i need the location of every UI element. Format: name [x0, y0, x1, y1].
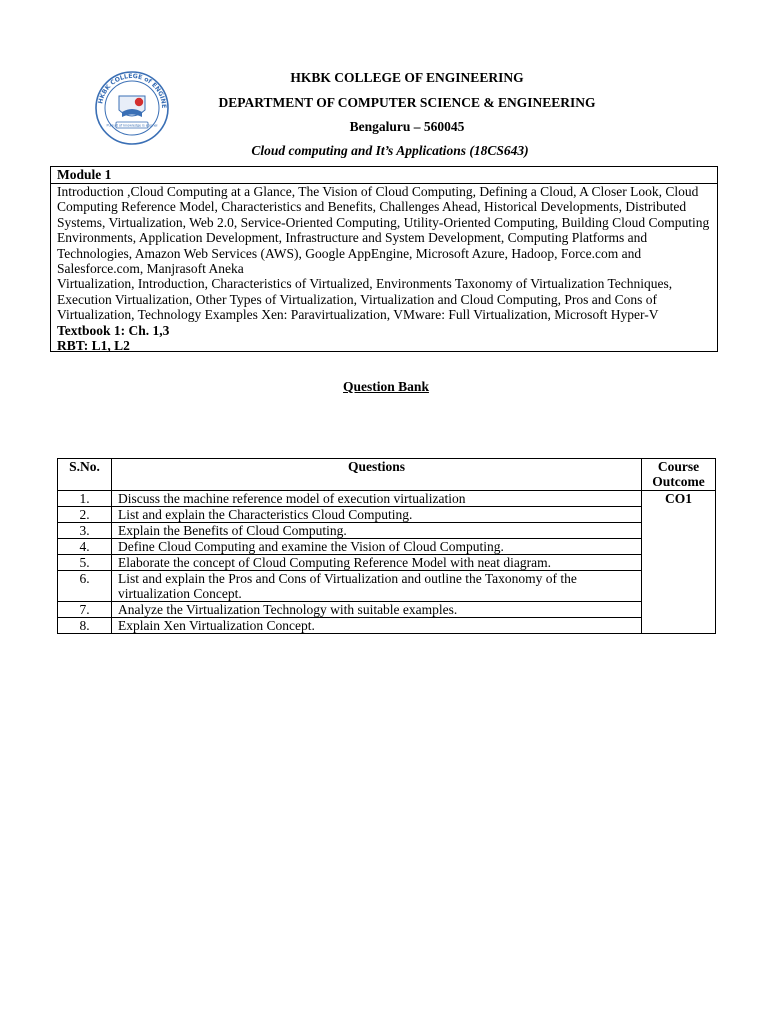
rbt-level: RBT: L1, L2	[57, 338, 130, 354]
textbook-reference: Textbook 1: Ch. 1,3	[57, 322, 170, 338]
location: Bengaluru – 560045	[349, 119, 465, 134]
row-question: List and explain the Pros and Cons of Virtualization and outline the Taxonomy of the virtualization Concept.	[112, 571, 642, 602]
svg-text:Pursuit of knowledge is eterna: Pursuit of knowledge is eternal	[106, 123, 158, 128]
course-outcome-cell: CO1	[642, 491, 716, 634]
row-sno: 5.	[58, 555, 112, 571]
table-row	[58, 555, 716, 571]
table-row	[58, 491, 716, 507]
header-course-outcome: Course Outcome	[642, 459, 716, 491]
row-sno: 8.	[58, 618, 112, 634]
row-question: Explain Xen Virtualization Concept.	[112, 618, 642, 634]
table-row	[58, 507, 716, 523]
row-sno: 7.	[58, 602, 112, 618]
row-question: Discuss the machine reference model of execution virtualization	[112, 491, 642, 507]
header-sno: S.No.	[58, 459, 112, 491]
svg-text:HKBK COLLEGE of ENGINEERING: HKBK COLLEGE of ENGINE	[97, 72, 168, 109]
question-rows	[58, 491, 716, 634]
college-name: HKBK COLLEGE OF ENGINEERING	[290, 70, 524, 85]
table-row	[58, 523, 716, 539]
question-bank-title: Question Bank	[343, 379, 429, 394]
module-box	[50, 166, 718, 352]
table-row	[58, 618, 716, 634]
row-question: Define Cloud Computing and examine the Vision of Cloud Computing.	[112, 539, 642, 555]
row-sno: 2.	[58, 507, 112, 523]
row-question: Analyze the Virtualization Technology with suitable examples.	[112, 602, 642, 618]
row-question: List and explain the Characteristics Cloud Computing.	[112, 507, 642, 523]
row-sno: 3.	[58, 523, 112, 539]
question-table	[57, 458, 716, 634]
module-syllabus	[51, 184, 717, 353]
syllabus-paragraph-2: Virtualization, Introduction, Characteristics of Virtualized, Environments Taxonomy of Virtualization Techniques, Execution Virtualization, Other Types of Virtualization, Virtualization and Cloud Computing, Pros and Cons of Virtualization, Technology Examples Xen: Paravirtualization, VMware: Full Virtualization, Microsoft Hyper-V	[57, 276, 673, 323]
table-header-row	[58, 459, 716, 491]
header-questions: Questions	[112, 459, 642, 491]
row-question: Explain the Benefits of Cloud Computing.	[112, 523, 642, 539]
table-row	[58, 602, 716, 618]
syllabus-paragraph-1: Introduction ,Cloud Computing at a Glance, The Vision of Cloud Computing, Defining a Cloud, A Closer Look, Cloud Computing Reference Model, Characteristics and Benefits, Challenges Ahead, Historical Developments, Distributed Systems, Virtualization, Web 2.0, Service-Oriented Computing, Utility-Oriented Computing, Building Cloud Computing Environments, Application Development, Infrastructure and System Development, Computing Platforms and Technologies, Amazon Web Services (AWS), Google AppEngine, Microsoft Azure, Hadoop, Force.com and Salesforce.com, Manjrasoft Aneka	[57, 184, 710, 277]
row-sno: 4.	[58, 539, 112, 555]
row-sno: 6.	[58, 571, 112, 602]
table-row	[58, 539, 716, 555]
module-title: Module 1	[51, 167, 717, 184]
row-question: Elaborate the concept of Cloud Computing Reference Model with neat diagram.	[112, 555, 642, 571]
department-name: DEPARTMENT OF COMPUTER SCIENCE & ENGINEERING	[218, 95, 596, 110]
course-title: Cloud computing and It’s Applications (18CS643)	[251, 143, 529, 158]
table-row	[58, 571, 716, 602]
row-sno: 1.	[58, 491, 112, 507]
